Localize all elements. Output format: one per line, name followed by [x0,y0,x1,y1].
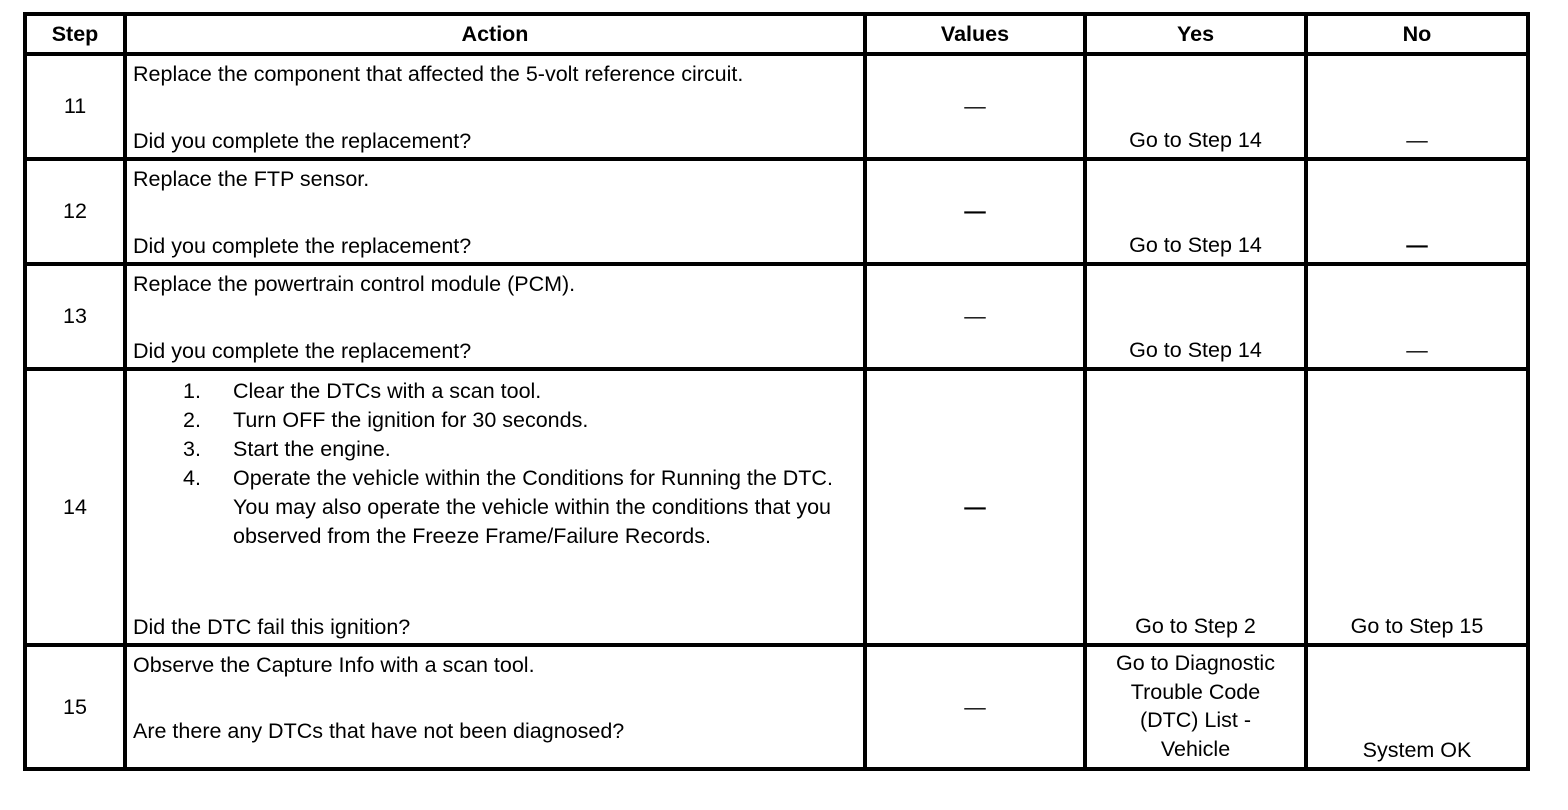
yes-cell [1085,645,1306,769]
action-text: Replace the FTP sensor. [133,167,370,191]
diagnostic-table-page [23,12,1526,793]
table-row [25,54,1528,159]
list-item [183,377,857,406]
list-item [183,435,857,464]
no-cell: — [1306,54,1528,159]
step-number: 12 [25,159,125,264]
action-cell [125,264,865,369]
table-row [25,159,1528,264]
list-item-text: Clear the DTCs with a scan tool. [233,379,542,403]
table-row [25,264,1528,369]
yes-cell-text: Go to Diagnostic Trouble Code (DTC) List - Vehicle [1116,651,1275,761]
list-item [183,464,857,551]
action-text: Observe the Capture Info with a scan tool. [133,653,535,677]
list-item [183,406,857,435]
no-cell: Go to Step 15 [1306,369,1528,645]
yes-cell: Go to Step 14 [1085,159,1306,264]
yes-cell: Go to Step 14 [1085,54,1306,159]
step-number: 13 [25,264,125,369]
table-row [25,645,1528,769]
action-cell [125,645,865,769]
list-item-number: 4. [183,466,201,490]
values-cell: — [865,369,1085,645]
action-text: Replace the powertrain control module (PCM). [133,272,576,296]
yes-cell: Go to Step 14 [1085,264,1306,369]
list-item-number: 2. [183,408,201,432]
step-number: 15 [25,645,125,769]
action-text: Replace the component that affected the 5-volt reference circuit. [133,62,744,86]
values-cell: — [865,264,1085,369]
question-text: Did you complete the replacement? [133,129,472,153]
list-item-text: Turn OFF the ignition for 30 seconds. [233,408,589,432]
header-action: Action [125,14,865,54]
action-cell [125,369,865,645]
list-item-number: 1. [183,379,201,403]
values-cell: — [865,645,1085,769]
list-item-text: Operate the vehicle within the Conditions for Running the DTC. You may also operate the vehicle within the conditions that you observed from the Freeze Frame/Failure Records. [233,466,833,548]
header-step: Step [25,14,125,54]
no-cell: — [1306,264,1528,369]
action-step-list [133,377,857,551]
list-item-text: Start the engine. [233,437,391,461]
question-text: Did the DTC fail this ignition? [133,615,411,639]
action-cell [125,54,865,159]
values-cell: — [865,159,1085,264]
list-item-number: 3. [183,437,201,461]
question-text: Are there any DTCs that have not been diagnosed? [133,719,625,743]
question-text: Did you complete the replacement? [133,234,472,258]
diagnostic-steps-table [23,12,1530,771]
no-cell: — [1306,159,1528,264]
yes-cell: Go to Step 2 [1085,369,1306,645]
header-no: No [1306,14,1528,54]
table-row [25,369,1528,645]
no-cell: System OK [1306,645,1528,769]
question-text: Did you complete the replacement? [133,339,472,363]
action-cell [125,159,865,264]
table-header-row [25,14,1528,54]
step-number: 14 [25,369,125,645]
header-yes: Yes [1085,14,1306,54]
values-cell: — [865,54,1085,159]
step-number: 11 [25,54,125,159]
header-values: Values [865,14,1085,54]
